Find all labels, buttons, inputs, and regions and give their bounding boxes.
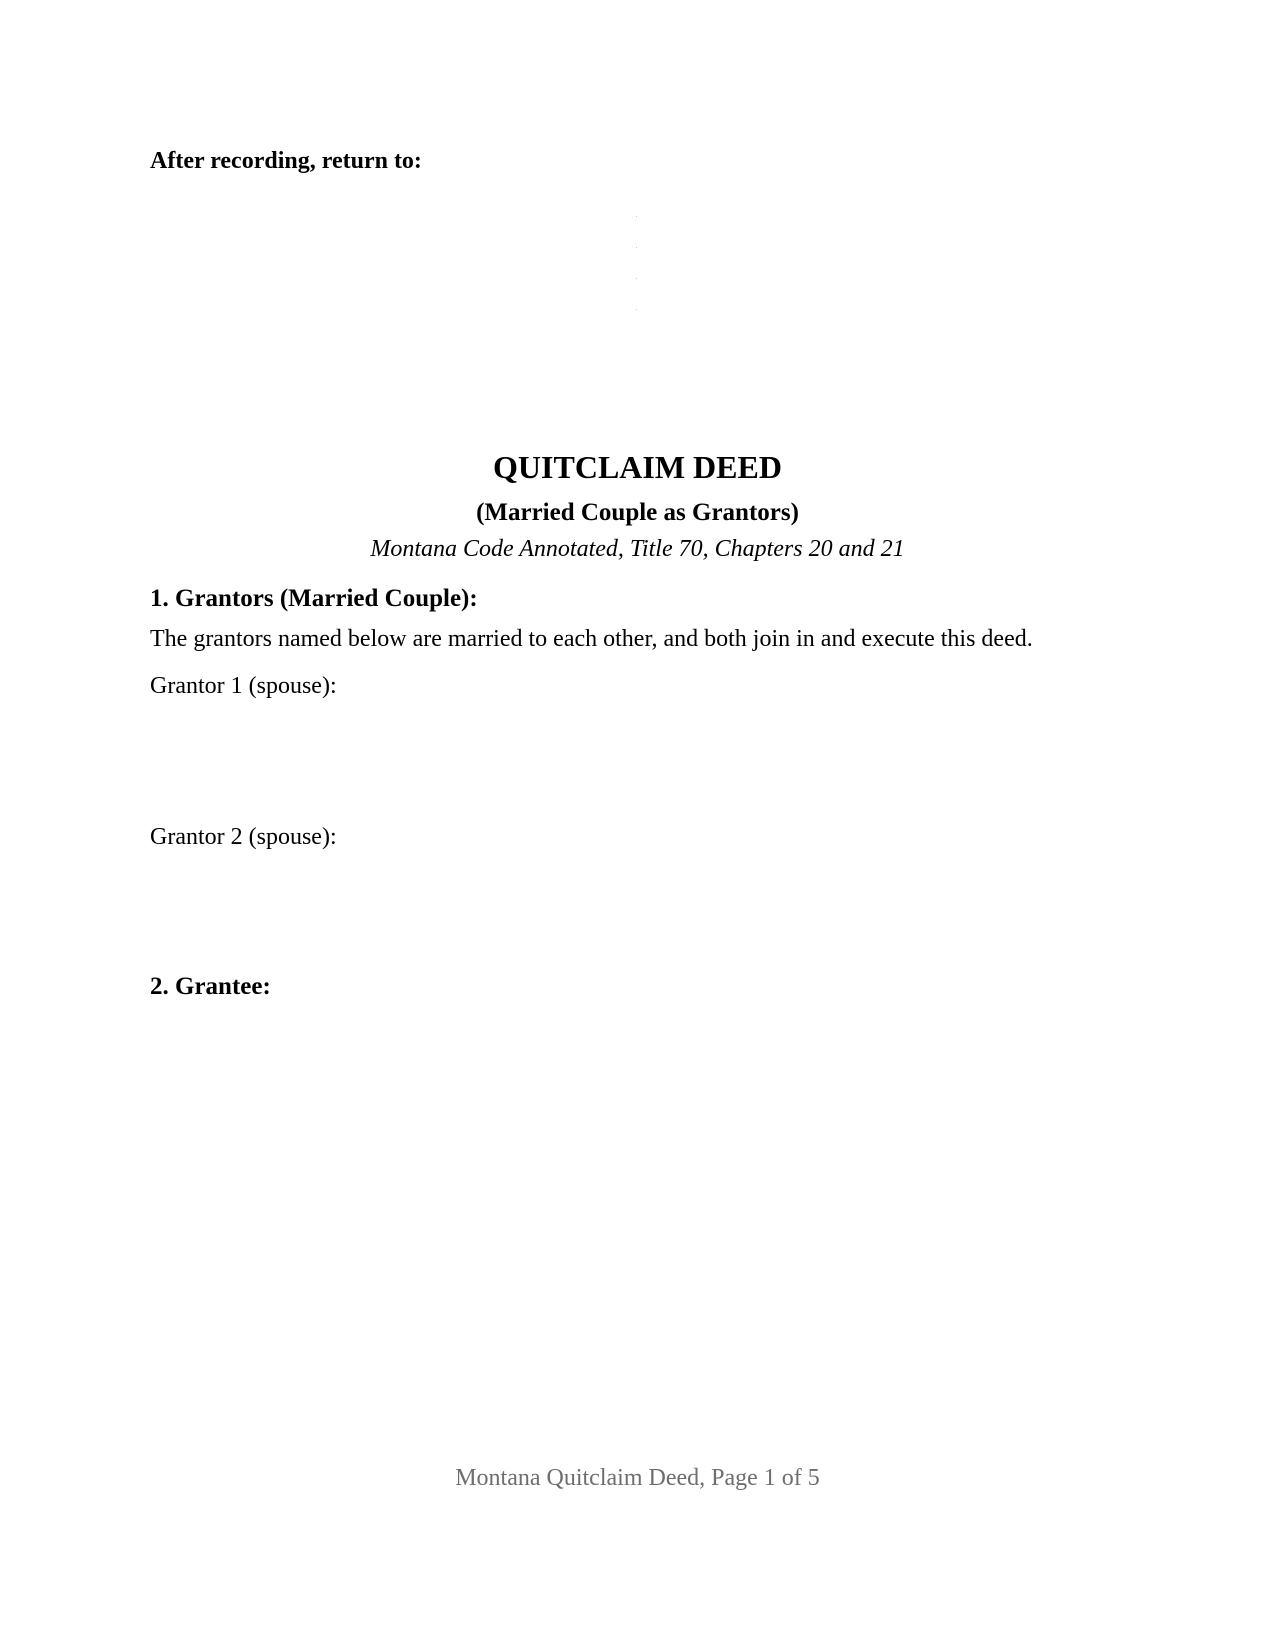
page-footer: Montana Quitclaim Deed, Page 1 of 5 [455, 1465, 820, 1491]
grantor-1-label: Grantor 1 (spouse): [150, 673, 337, 699]
placeholder-dot [636, 309, 637, 310]
placeholder-dot [636, 247, 637, 248]
return-to-label: After recording, return to: [150, 148, 422, 174]
placeholder-dot [636, 278, 637, 279]
document-title: QUITCLAIM DEED [493, 449, 782, 485]
section-heading-grantee: 2. Grantee: [150, 973, 271, 1000]
statute-reference: Montana Code Annotated, Title 70, Chapters 20 and 21 [370, 536, 905, 562]
placeholder-dot [636, 216, 637, 217]
grantors-statement: The grantors named below are married to each other, and both join in and execute this deed. [150, 626, 1033, 652]
section-heading-grantors: 1. Grantors (Married Couple): [150, 585, 478, 612]
document-subtitle: (Married Couple as Grantors) [476, 499, 799, 526]
grantor-2-label: Grantor 2 (spouse): [150, 824, 337, 850]
